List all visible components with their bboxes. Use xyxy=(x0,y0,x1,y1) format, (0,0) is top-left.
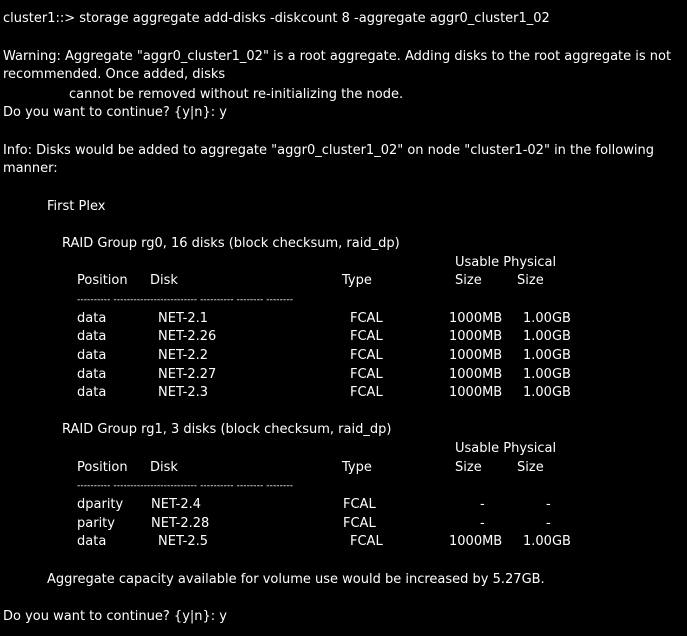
table-header: Usable Physical xyxy=(455,441,557,456)
terminal-window[interactable]: cluster1::> storage aggregate add-disks -diskcount 8 -aggregate aggr0_cluster1_02 Warning: Aggregate "aggr0_cluster1_02" is a root aggregate. Adding disks to the root aggregate is not recommended. Once added, disks cannot be removed without re-initializing the node. Do you want to continue? {y|n}: y Info: Disks would be added to aggregate "aggr0_cluster1_02" on node "cluster1-02" in the following manner: First Plex RAID Group rg0, 16 disks (block checksum, raid_dp) Usable Physical Position Disk Type Size Size ---------- ------------------------- ---------- -------- -------- data NET-2.1 FCAL 1000MB 1.00GB data NET-2.26 FCAL 1000MB 1.00GB data NET-2.2 FCAL 1000MB 1.00GB data NET-2.27 FCAL 1000MB 1.00GB data NET-2.3 FCAL 1000MB 1.00GB RAID Group rg1, 3 disks (block checksum, raid_dp) Usable Physical Position Disk Type Size Size ---------- ------------------------- ---------- -------- -------- dparity NET-2.4 FCAL - - parity NET-2.28 FCAL - - data NET-2.5 FCAL 1000MB 1.00GB Aggregate capacity available for volume use would be increased by 5.27GB. Do you want to continue? {y|n}: y xyxy=(3,11,672,624)
warning-text: recommended. Once added, disks xyxy=(3,67,226,82)
table-header: Type xyxy=(342,273,372,288)
warning-text: Warning: Aggregate "aggr0_cluster1_02" is a root aggregate. Adding disks to the root aggregate is not xyxy=(3,49,672,64)
warning-text: cannot be removed without re-initializing the node. xyxy=(69,87,404,102)
table-header: Position xyxy=(77,460,128,475)
confirm-prompt: Do you want to continue? {y|n}: y xyxy=(3,609,227,624)
raid-group-title: RAID Group rg1, 3 disks (block checksum, raid_dp) xyxy=(62,422,392,437)
table-header: Size xyxy=(455,273,482,288)
capacity-summary: Aggregate capacity available for volume use would be increased by 5.27GB. xyxy=(47,572,545,587)
confirm-prompt: Do you want to continue? {y|n}: y xyxy=(3,105,227,120)
table-header: Type xyxy=(342,460,372,475)
table-header: Size xyxy=(517,460,544,475)
table-header: Size xyxy=(517,273,544,288)
table-separator: ---------- ------------------------- ---------- -------- -------- xyxy=(77,295,294,305)
table-header: Size xyxy=(455,460,482,475)
table-header: Disk xyxy=(150,460,178,475)
table-header: Position xyxy=(77,273,128,288)
table-separator: ---------- ------------------------- ---------- -------- -------- xyxy=(77,481,294,491)
command-line: cluster1::> storage aggregate add-disks -diskcount 8 -aggregate aggr0_cluster1_02 xyxy=(3,11,550,26)
info-text: Info: Disks would be added to aggregate "aggr0_cluster1_02" on node "cluster1-02" in the following xyxy=(3,143,654,158)
raid-group-title: RAID Group rg0, 16 disks (block checksum, raid_dp) xyxy=(62,236,400,251)
info-text: manner: xyxy=(3,161,58,176)
table-header: Disk xyxy=(150,273,178,288)
table-header: Usable Physical xyxy=(455,255,557,270)
plex-label: First Plex xyxy=(47,199,106,214)
